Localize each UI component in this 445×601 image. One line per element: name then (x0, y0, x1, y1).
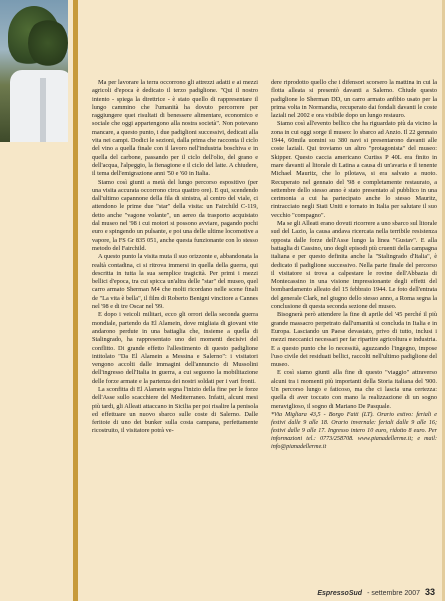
paragraph: A questo punto la visita muta il suo orizzonte e, abbandonata la realtà contadina, ci si ritrova immersi in quella della guerra, qui descritta in tutta la sua semplice tragicità. Per primi i mezzi bellici d'epoca, tra cui spicca un'altra delle "star" del museo, quel carro armato Sherman M4 che molti ricordano nelle scene finali de "La vita è bella", il film di Roberto Benigni vincitore a Cannes nel '98 e di tre Oscar nel '99. (92, 253, 258, 311)
article-photo (0, 0, 68, 142)
magazine-name: EspressoSud (317, 590, 363, 597)
visitor-info: *Via Migliara 43,5 - Borgo Faiti (LT). Orario estivo: feriali e festivi dalle 9 alle 18. Orario invernale: feriali dalle 9 alle 16; festivi dalle 9 alle 17. Ingresso intero 10 euro, ridotto 8 euro. Per informazioni tel.: 0773/258708. www.pianadellerme.it; e mail: info@pianadellerme.it (271, 411, 437, 451)
tree-canopy-secondary (28, 18, 68, 68)
column-left (92, 79, 258, 451)
paragraph: E dopo i veicoli militari, ecco gli orrori della seconda guerra mondiale, partendo da El Alamein, dove migliaia di giovani vite andarono perdute in una battaglia che, insieme a quella di Stalingrado, ha rappresentato uno dei momenti decisivi del conflitto. Di grande effetto l'allestimento di questo padiglione intitolato "Da El Alamein a Messina e Salerno": i visitatori vengono accolti dalle immagini dell'annuncio di Mussolini dell'ingresso dell'Italia in guerra, a cui seguono la mobilitazione delle forze armate e la partenza dei nostri soldati per i vari fronti. (92, 311, 258, 385)
paragraph: E così siamo giunti alla fine di questo "viaggio" attraverso alcuni tra i momenti più importanti della Storia italiana del '900. Un percorso lungo e faticoso, ma che ci lascia una certezza: quella di aver toccato con mano la realizzazione di un sogno meraviglioso, il sogno di Mariano De Pasquale. (271, 369, 437, 410)
paragraph: dere riprodotto quello che i difensori scorsero la mattina in cui la flotta alleata si presentò davanti a Salerno. Chiude questo padiglione lo Sherman DD, un carro armato anfibio usato per la prima volta in Normandia, recuperato dai fondali davanti le coste laziali nel 2002 e ora visibile dopo un lungo restauro. (271, 79, 437, 120)
paragraph: La sconfitta di El Alamein segna l'inizio della fine per le forze dell'Asse sullo scacchiere del Mediterraneo. Infatti, alcuni mesi più tardi, gli Alleati attaccano in Sicilia per poi risalire la penisola ed effettuare un nuovo sbarco sulle coste di Salerno. Dalle feritoie di uno dei bunker sulla costa campana, perfettamente ricostruito, il visitatore potrà ve- (92, 385, 258, 435)
paragraph: Ma se gli Alleati erano dovuti ricorrere a uno sbarco sul litorale sud del Lazio, la causa andava ricercata nella terribile resistenza opposta dalle forze dell'Asse lungo la linea "Gustav". E alla battaglia di Cassino, uno degli episodi più cruenti della campagna italiana e per questo definita anche la "Stalingrado d'Italia", è dedicato il padiglione successivo. Nella parte finale del percorso il visitatore si trova a calpestare le rovine dell'Abbazia di Montecassino in una visione impressionante degli effetti del bombardamento alleato del 15 febbraio 1944. Le foto dell'entrata del generale Clark, nel giugno dello stesso anno, a Roma segna la conclusione di questa seconda sezione del museo. (271, 220, 437, 311)
issue-date: - settembre 2007 (367, 590, 420, 597)
page-footer (317, 587, 435, 597)
paragraph: Ma per lavorare la terra occorrono gli attrezzi adatti e ai mezzi agricoli d'epoca è dedicato il terzo padiglione. "Qui il nostro intento - spiega la direttrice - è stato quello di rappresentare il lungo cammino che l'umanità ha dovuto percorrere per raggiungere quei risultati di benessere alimentare, economico e sociale che oggi appartengono alla nostra società". Non potevano mancare, a questo punto, i due padiglioni successivi, dedicati alla vita nei campi. Dodici le sezioni, dalla prima che racconta il ciclo del vino a quella finale con il lavoro nell'industria boschiva e in quella del carbone, passando per il ciclo dell'olio, del grano e dell'acqua, l'alpeggio, la fienagione e il ciclo del latte. A chiudere, il tema dell'emigrazione anni '50 e '60 in Italia. (92, 79, 258, 178)
paragraph: Bisognerà però attendere la fine di aprile del '45 perché il più grande massacro perpetrato dall'umanità si concluda in Italia e in Europa. Lasciando un Paese devastato, privo di tutto, inclusi i mezzi meccanici necessari per far ripartire agricoltura e industria. E a questo punto che lo necessità, aguzzando l'ingegno, impose l'uso civile dei residuati bellici, raccolti nell'ultimo padiglione del museo. (271, 311, 437, 369)
paragraph: Siamo così giunti a metà del lungo percorso espositivo (per una visita accurata occorrono circa quattro ore). E qui, scendendo dall'ultimo capannone della fila di sinistra, al centro del viale, ci attendono le prime due "star" della visita: un Fairchild C-119, detto anche "vagone volante", un aereo da trasporto acquistato dal museo nel '98 i cui motori si possono avviare, pagando pochi euro e spingendo un pulsante, e poi una delle ultime locomotive a vapore, la FS Gr 835 051, anche questa funzionante con lo stesso metodo del Fairchild. (92, 178, 258, 252)
decorative-bar (73, 0, 78, 601)
page-number: 33 (424, 587, 435, 597)
person-figure (10, 70, 68, 142)
column-right (271, 79, 437, 451)
article-body (92, 79, 438, 451)
paragraph: Siamo così all'evento bellico che ha riguardato più da vicino la zona in cui oggi sorge il museo: lo sbarco ad Anzio. Il 22 gennaio 1944, 60mila uomini su 380 navi si presentarono davanti alle coste laziali. Qui troviamo un altro "protagonista" del museo: Skipper. Questo caccia americano Curtiss P 40L era finito in mare davanti al litorale di Latina a causa di un'avaria e il tenente Michael Mauritz, che lo pilotava, si era salvato a nuoto. Recuperato nel gennaio del '98 e completamente restaurato, a settembre dello stesso anno è stato presentato al pubblico in una cerimonia a cui ha partecipato anche lo stesso Mauritz, rintracciato negli Stati Uniti e tornato in Italia per salutare il suo vecchio "compagno". (271, 120, 437, 219)
